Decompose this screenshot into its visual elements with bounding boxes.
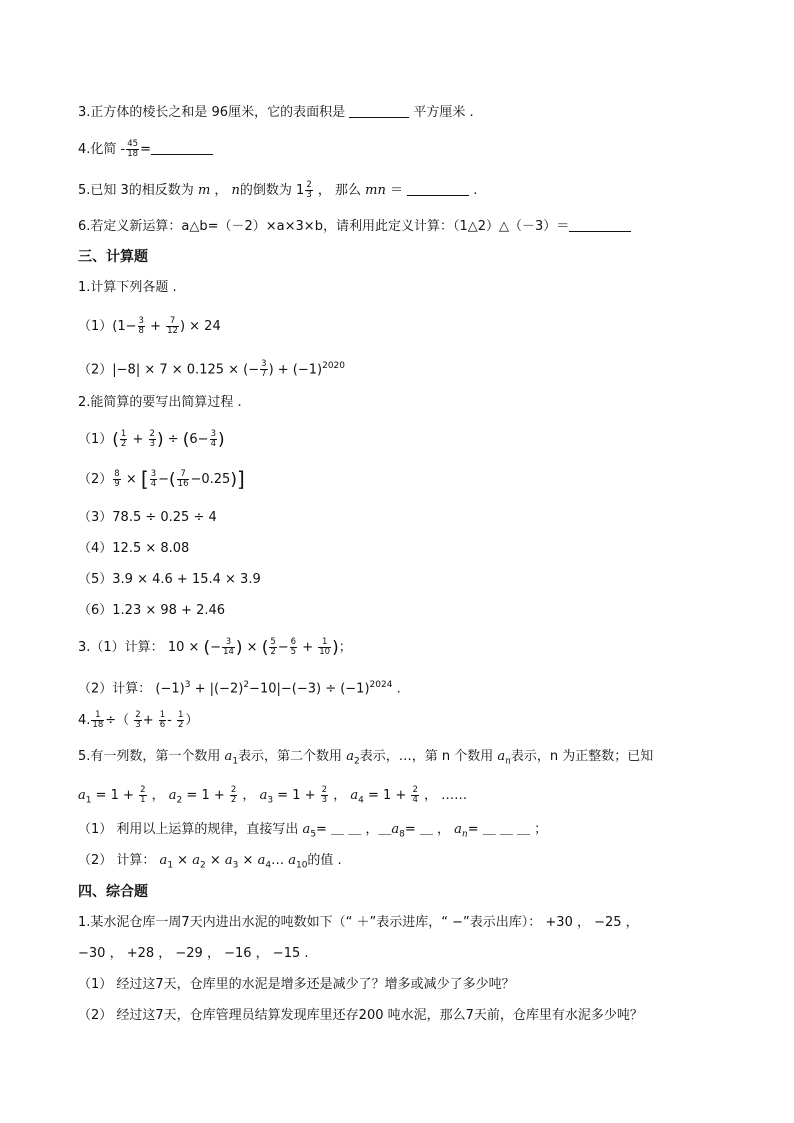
fraction: $\frac{5}{2}$	[270, 637, 276, 657]
fraction: $\frac{3}{14}$	[223, 637, 234, 657]
calc-5-sequence: $a_1 = 1$ + $\frac{2}{1}$ ， $a_2 = 1$ + $\frac{2}{2}$ ， $a_3 = 1$ + $\frac{2}{3}$ ， $a_4 = 1$ + $\frac{2}{4}$ ， ……	[78, 785, 468, 806]
section-heading-calculation: 三、计算题	[78, 249, 148, 265]
calc-5-part-1: （1） 利用以上运算的规律，直接写出 $a_5=$ ＿ ＿ ，$\_a_8=$ ＿ ， $a_n=$ ＿ ＿ ＿ ；	[78, 822, 548, 840]
fraction: $\frac{2}{3}$	[135, 710, 141, 730]
answer-blank[interactable]	[407, 182, 469, 196]
comp-1-line-2: −30 ， +28 ， −29 ， −16 ， −15 .	[78, 946, 309, 961]
fraction: $\frac{2}{4}$	[412, 785, 418, 805]
calc-2-part-5: （5）3.9 × 4.6 + 15.4 × 3.9	[78, 572, 261, 587]
calc-1-part-2: （2）|−8| × 7 × 0.125 × (− $\frac{3}{7}$ ) + $(-1)^{2020}$	[78, 359, 346, 380]
section-heading-comprehensive: 四、综合题	[78, 884, 148, 900]
fraction: $\frac{2}{1}$	[140, 785, 146, 805]
comp-1-part-1: （1） 经过这7天，仓库里的水泥是增多还是减少了？增多或减少了多少吨？	[78, 977, 515, 992]
question-4: 4.化简 - $\frac{45}{18}$ =	[78, 140, 213, 159]
fraction: $\frac{7}{16}$	[177, 469, 189, 489]
calc-1-part-1: （1）(1− $\frac{3}{8}$ + $\frac{7}{12}$ ) × 24	[78, 316, 221, 336]
fraction: $\frac{2}{3}$	[306, 180, 312, 200]
fraction: $\frac{3}{7}$	[261, 359, 267, 380]
fraction: $\frac{1}{10}$	[319, 637, 331, 657]
answer-blank[interactable]	[349, 104, 409, 118]
calc-5-part-2: （2） 计算： $a_1 \times a_2 \times a_3$ × $a_4\dots$ $a_{10}$的值 .	[78, 853, 342, 871]
fraction: $\frac{8}{9}$	[114, 469, 120, 489]
fraction: $\frac{3}{4}$	[210, 429, 216, 449]
fraction: $\frac{1}{2}$	[177, 710, 184, 730]
question-6: 6.若定义新运算：a△b=（－2）×a×3×b，请利用此定义计算：（1△2）△（－3）＝	[78, 218, 631, 236]
fraction: $\frac{45}{18}$	[127, 139, 139, 159]
calc-2-part-3: （3）78.5 ÷ 0.25 ÷ 4	[78, 510, 217, 525]
fraction: $\frac{3}{8}$	[138, 316, 144, 336]
calc-2-title: 2.能简算的要写出简算过程 .	[78, 395, 242, 410]
calc-3-part-1: 3.（1）计算： 10 × (− $\frac{3}{14}$ ) × ( $\frac{5}{2}$ − $\frac{6}{5}$ + $\frac{1}{10}$ )；	[78, 637, 352, 658]
fraction: $\frac{6}{5}$	[290, 637, 297, 657]
comp-1-part-2: （2） 经过这7天，仓库管理员结算发现库里还存200 吨水泥，那么7天前，仓库里有水泥多少吨？	[78, 1008, 643, 1023]
fraction: $\frac{7}{12}$	[167, 316, 178, 336]
calc-3-part-2: （2）计算： $(-1)^3 + |(-2)^2-10|-(-3) \div (-1)^{2024}$ .	[78, 680, 401, 697]
fraction: $\frac{2}{3}$	[149, 429, 155, 449]
answer-blank[interactable]	[569, 218, 631, 232]
calc-4: 4. $\frac{1}{18}$ ÷（ $\frac{2}{3}$ + $\frac{1}{6}$ - $\frac{1}{2}$ ）	[78, 710, 199, 730]
calc-2-part-4: （4）12.5 × 8.08	[78, 541, 190, 556]
calc-1-title: 1.计算下列各题 .	[78, 280, 177, 295]
fraction: $\frac{2}{3}$	[321, 785, 328, 805]
fraction: $\frac{1}{2}$	[120, 429, 127, 449]
question-5: 5.已知 3的相反数为 m ， n的倒数为 1 $\frac{2}{3}$ ， 那么 mn ＝ .	[78, 180, 478, 200]
fraction: $\frac{1}{6}$	[159, 710, 166, 730]
fraction: $\frac{2}{2}$	[230, 785, 237, 805]
calc-5-intro: 5.有一列数，第一个数用 $a_1$表示，第二个数用 $a_2$表示，…，第 n 个数用 $a_n$表示，n 为正整数；已知	[78, 749, 654, 767]
fraction: $\frac{1}{18}$	[92, 710, 104, 730]
fraction: $\frac{3}{4}$	[150, 469, 157, 489]
calc-2-part-6: （6）1.23 × 98 + 2.46	[78, 603, 226, 618]
question-3: 3.正方体的棱长之和是 96厘米，它的表面积是 平方厘米 .	[78, 105, 474, 120]
calc-2-part-1: （1）( $\frac{1}{2}$ + $\frac{2}{3}$ ) ÷ (6− $\frac{3}{4}$ )	[78, 429, 225, 450]
comp-1-line-1: 1.某水泥仓库一周7天内进出水泥的吨数如下（“ ＋”表示进库，“ −”表示出库）： +30 ， −25 ，	[78, 915, 639, 930]
answer-blank[interactable]	[151, 141, 213, 155]
calc-2-part-2: （2） $\frac{8}{9}$ × [ $\frac{3}{4}$ −( $\frac{7}{16}$ −0.25)]	[78, 467, 245, 491]
